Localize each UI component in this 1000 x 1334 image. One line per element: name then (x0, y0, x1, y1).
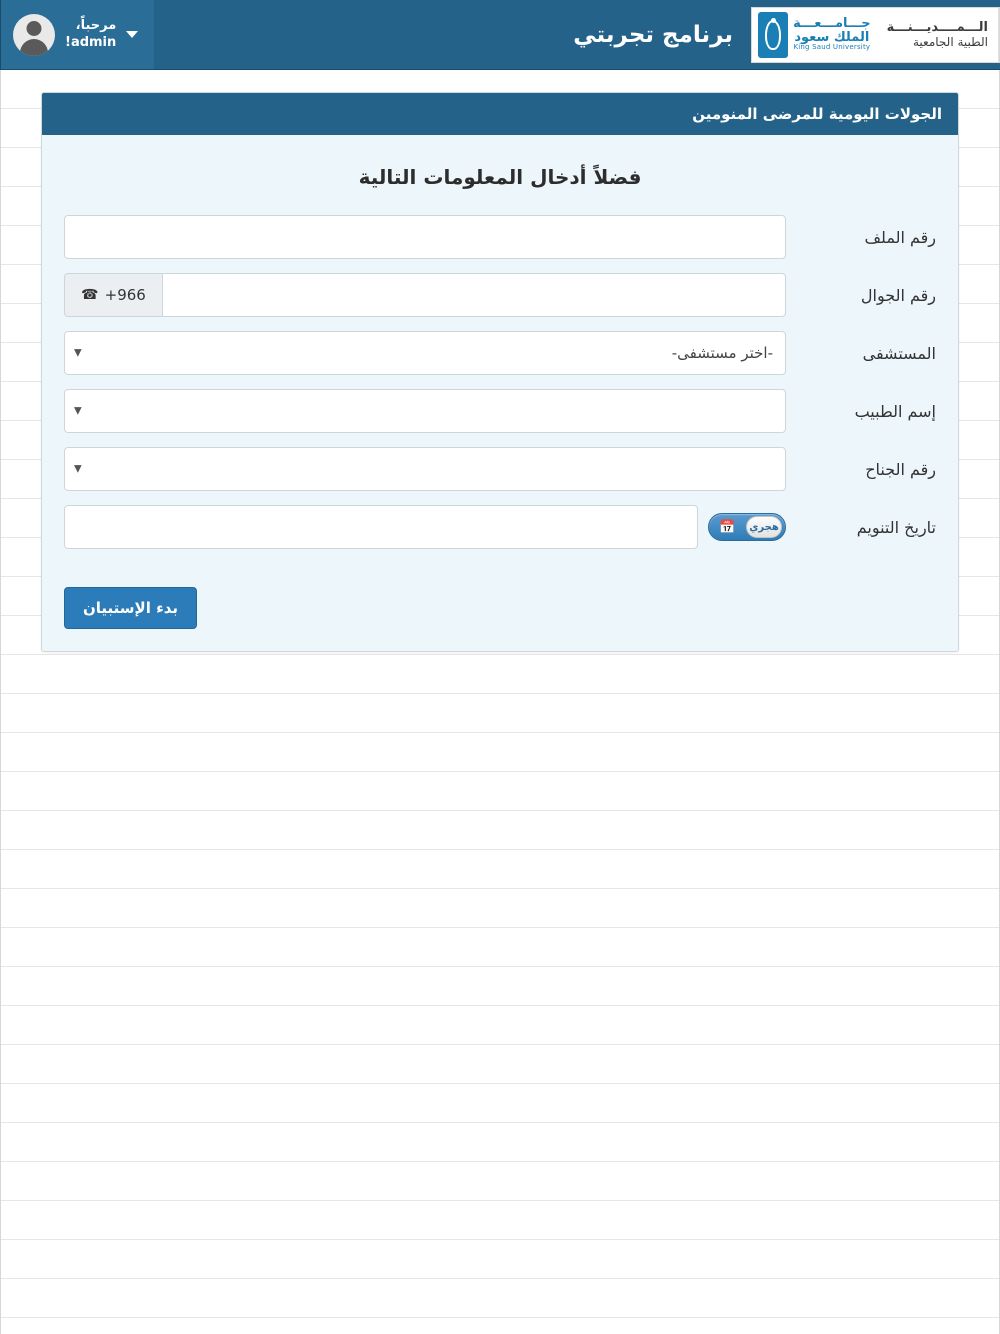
label-hospital: المستشفى (862, 343, 936, 363)
hijri-gregorian-toggle[interactable] (708, 513, 786, 541)
chevron-down-icon: ▼ (74, 347, 82, 359)
form-row-doctor-name (64, 389, 936, 433)
top-navbar (0, 0, 1000, 70)
form-row-wing-number (64, 447, 936, 491)
medical-city-logo-line1: الـــمــــديـــنـــة (886, 20, 988, 35)
phone-icon: ☎ (81, 287, 99, 303)
user-menu[interactable] (0, 0, 154, 69)
control-admission-date (64, 505, 786, 549)
country-code-label: +966 (104, 286, 146, 304)
form-actions (64, 583, 936, 629)
medical-city-logo (879, 8, 999, 62)
file-number-input[interactable] (64, 215, 786, 259)
avatar (13, 14, 55, 56)
doctor-name-select[interactable] (64, 389, 786, 433)
label-admission-date: تاريخ التنويم (856, 517, 936, 537)
control-doctor-name (64, 389, 786, 433)
brand-zone (559, 0, 1000, 69)
toggle-knob-label: هجري (746, 516, 782, 538)
ksu-logo-line2: الملك سعود (794, 29, 870, 45)
admission-date-input[interactable] (64, 505, 698, 549)
ksu-logo-line1: جـــامـــعـــة (793, 16, 871, 32)
mobile-number-input[interactable] (162, 273, 786, 317)
chevron-down-icon[interactable] (126, 31, 138, 38)
form-row-mobile-number (64, 273, 936, 317)
user-menu-label (65, 18, 116, 51)
medical-city-logo-line2: الطبية الجامعية (913, 35, 988, 49)
institution-logos (751, 7, 1000, 63)
survey-panel (41, 92, 959, 652)
start-survey-button[interactable]: بدء الإستبيان (64, 587, 197, 629)
ksu-logo-english: King Saud University (793, 43, 871, 52)
country-code-addon (64, 273, 162, 317)
form-row-file-number (64, 215, 936, 259)
label-mobile-number: رقم الجوال (860, 285, 936, 305)
user-name: admin! (65, 34, 117, 50)
control-mobile-number (64, 273, 786, 317)
hospital-select[interactable] (64, 331, 786, 375)
page-title: برنامج تجربتي (573, 21, 734, 48)
mobile-input-group (64, 273, 786, 317)
wing-number-select[interactable] (64, 447, 786, 491)
control-wing-number (64, 447, 786, 491)
chevron-down-icon: ▼ (74, 463, 82, 475)
chevron-down-icon: ▼ (74, 405, 82, 417)
form-title: فضلاً أدخال المعلومات التالية (358, 165, 642, 189)
panel-heading: الجولات اليومية للمرضى المنومين (42, 93, 958, 135)
hospital-select-wrapper (64, 331, 786, 375)
form-row-admission-date (64, 505, 936, 549)
label-doctor-name: إسم الطبيب (854, 401, 936, 421)
page-body (0, 70, 1000, 1334)
user-greeting: مرحباً، (75, 18, 117, 34)
form-row-hospital (64, 331, 936, 375)
ksu-emblem-icon (758, 12, 788, 58)
calendar-icon: 📅 (719, 519, 736, 535)
wing-select-wrapper (64, 447, 786, 491)
doctor-select-wrapper (64, 389, 786, 433)
control-file-number (64, 215, 786, 259)
ksu-logo-text (793, 17, 871, 52)
panel-body (42, 135, 958, 651)
control-hospital (64, 331, 786, 375)
label-wing-number: رقم الجناح (865, 459, 936, 479)
label-file-number: رقم الملف (864, 227, 936, 247)
ksu-logo (752, 8, 879, 62)
